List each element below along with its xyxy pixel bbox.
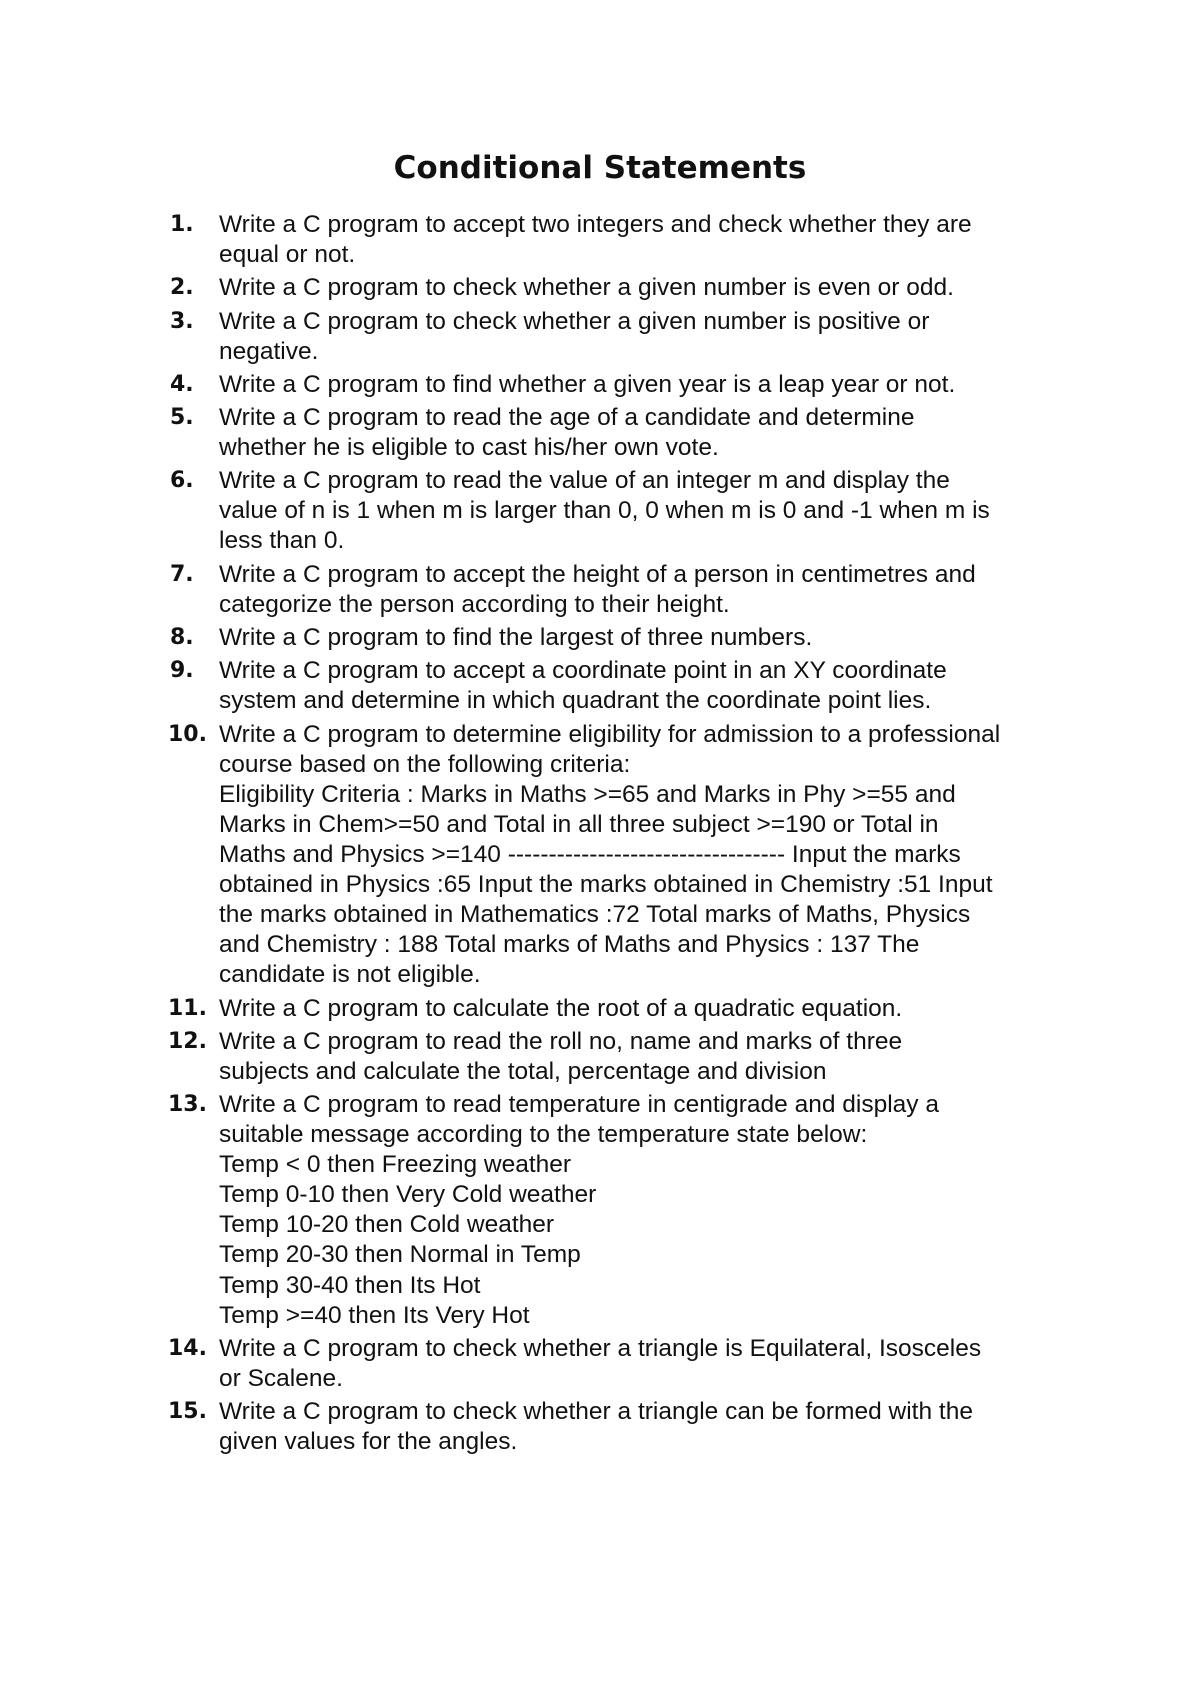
item-text: [219, 656, 1089, 716]
item-text-line: equal or not.: [219, 241, 356, 269]
item-text: [219, 1090, 1089, 1331]
item-number: 5.: [170, 405, 194, 430]
item-text-line: negative.: [219, 337, 319, 365]
item-text-line: Write a C program to check whether a triangle is Equilateral, Isosceles: [219, 1334, 982, 1362]
item-text-line: categorize the person according to their height.: [219, 590, 730, 618]
item-number: 8.: [170, 625, 194, 650]
item-number: 3.: [170, 308, 194, 334]
item-number: 4.: [170, 371, 194, 397]
item-text-line: Temp >=40 then Its Very Hot: [219, 1301, 530, 1329]
item-text-line: candidate is not eligible.: [219, 961, 481, 989]
item-text-line: Write a C program to check whether a given number is positive or: [219, 307, 930, 335]
item-number: 11.: [168, 995, 207, 1021]
item-text-line: Temp < 0 then Freezing weather: [219, 1151, 572, 1179]
item-number: 6.: [170, 468, 194, 494]
item-text-line: Write a C program to determine eligibility for admission to a professional: [219, 720, 1001, 748]
item-text-line: Write a C program to accept two integers and check whether they are: [219, 211, 972, 238]
item-text-line: the marks obtained in Mathematics :72 Total marks of Maths, Physics: [219, 901, 971, 929]
item-text-line: Write a C program to read the value of an integer m and display the: [219, 467, 950, 495]
item-text-line: Write a C program to read the roll no, name and marks of three: [219, 1027, 903, 1055]
item-text: [219, 273, 1089, 303]
item-text-line: Temp 20-30 then Normal in Temp: [219, 1241, 581, 1269]
item-number: 12.: [168, 1028, 207, 1054]
item-text-line: value of n is 1 when m is larger than 0, 0 when m is 0 and -1 when m is: [219, 497, 990, 525]
item-text: [219, 1397, 1089, 1457]
item-text: [219, 466, 1089, 556]
item-text-line: given values for the angles.: [219, 1428, 518, 1456]
item-text-line: Write a C program to read temperature in centigrade and display a: [219, 1091, 939, 1118]
item-text-line: system and determine in which quadrant the coordinate point lies.: [219, 687, 932, 715]
item-number: 10.: [168, 721, 207, 747]
item-text-line: Eligibility Criteria : Marks in Maths >=65 and Marks in Phy >=55 and: [219, 780, 956, 808]
item-text: [219, 307, 1089, 367]
item-number: 7.: [170, 561, 194, 587]
item-text: [219, 403, 1089, 463]
item-text-line: Temp 30-40 then Its Hot: [219, 1271, 481, 1299]
item-number: 14.: [168, 1335, 207, 1361]
item-text-line: Write a C program to accept a coordinate point in an XY coordinate: [219, 657, 947, 685]
page-title: Conditional Statements: [393, 150, 807, 186]
item-text: [219, 210, 1089, 270]
item-text-line: Write a C program to calculate the root of a quadratic equation.: [219, 994, 903, 1022]
item-text-line: Marks in Chem>=50 and Total in all three subject >=190 or Total in: [219, 810, 939, 838]
item-text: [219, 370, 1089, 400]
item-text-line: course based on the following criteria:: [219, 750, 631, 778]
item-text-line: or Scalene.: [219, 1364, 343, 1392]
item-text-line: Write a C program to read the age of a candidate and determine: [219, 404, 915, 431]
item-text-line: whether he is eligible to cast his/her own vote.: [219, 434, 719, 462]
item-number: 9.: [170, 658, 194, 684]
item-text-line: less than 0.: [219, 527, 345, 555]
item-text-line: Temp 10-20 then Cold weather: [219, 1211, 555, 1239]
item-text-line: Write a C program to find the largest of three numbers.: [219, 624, 813, 651]
item-text-line: Write a C program to check whether a triangle can be formed with the: [219, 1398, 973, 1426]
item-text-line: Temp 0-10 then Very Cold weather: [219, 1181, 597, 1209]
item-number: 2.: [170, 275, 194, 301]
item-text: [219, 1027, 1089, 1087]
item-text: [219, 1334, 1089, 1394]
item-number: 15.: [168, 1399, 207, 1425]
item-text-line: Write a C program to accept the height of a person in centimetres and: [219, 560, 976, 588]
item-text-line: Write a C program to check whether a given number is even or odd.: [219, 274, 954, 302]
item-text-line: and Chemistry : 188 Total marks of Maths and Physics : 137 The: [219, 931, 920, 959]
item-text: [219, 623, 1089, 653]
item-text-line: Maths and Physics >=140 ---------------------------------- Input the marks: [219, 840, 961, 868]
item-text-line: obtained in Physics :65 Input the marks obtained in Chemistry :51 Input: [219, 870, 993, 898]
item-text-line: Write a C program to find whether a given year is a leap year or not.: [219, 370, 956, 398]
item-number: 1.: [170, 212, 194, 237]
item-text-line: subjects and calculate the total, percentage and division: [219, 1057, 827, 1085]
item-number: 13.: [168, 1092, 207, 1117]
item-text: [219, 994, 1089, 1024]
item-text-line: suitable message according to the temperature state below:: [219, 1121, 868, 1149]
item-text: [219, 720, 1089, 991]
item-text: [219, 560, 1089, 620]
